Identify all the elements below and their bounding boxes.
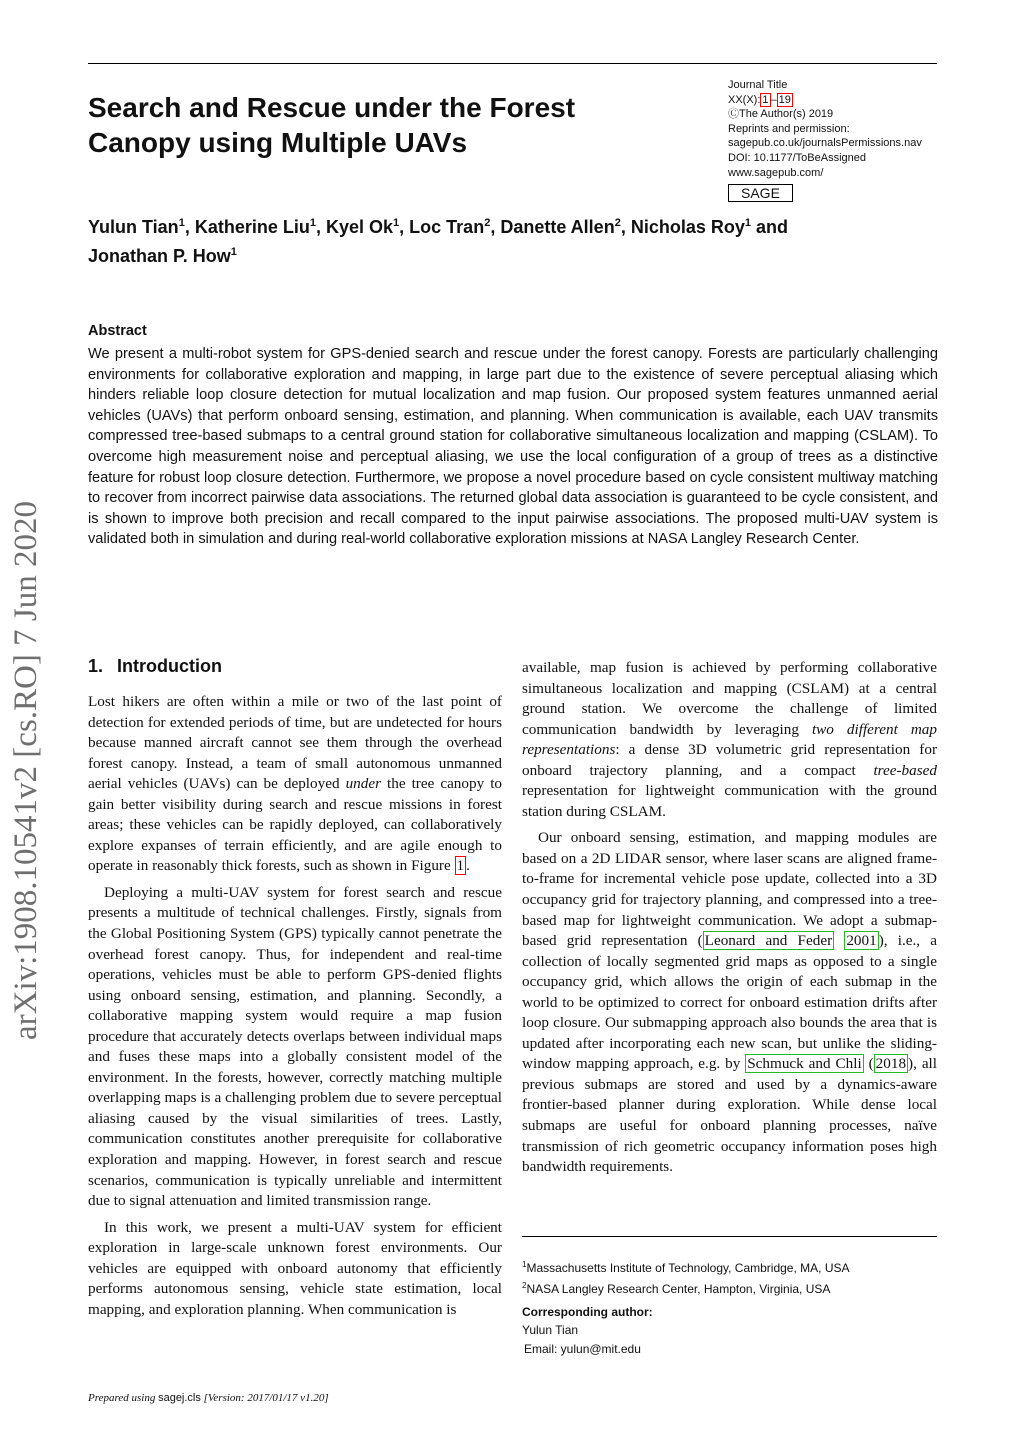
author-name: Nicholas Roy — [630, 217, 745, 237]
author-affiliation: 1 — [230, 246, 237, 258]
right-column — [522, 658, 937, 1184]
author-name: Jonathan P. How — [88, 246, 231, 266]
citation-link[interactable]: Schmuck and Chli — [747, 1055, 862, 1073]
page-separator: – — [770, 93, 777, 106]
journal-reprints: Reprints and permission: — [728, 122, 850, 135]
journal-website: www.sagepub.com/ — [728, 166, 824, 179]
publisher-logo: SAGE — [728, 184, 793, 202]
paragraph: Deploying a multi-UAV system for forest search and rescue presents a multitude of technical challenges. Firstly, signals from the Global Positioning System (GPS) typically cannot penetrate the overhead forest canopy. Thus, for independent and real-time operations, vehicles must be able to perform GPS-denied flights using onboard sensing, estimation, and planning. Secondly, a collaborative mapping system would require a map fusion procedure that accurately detects overlaps between individual maps and fuses these maps into a globally consistent model of the environment. In the forests, however, correctly matching multiple overlapping maps is a challenging problem due to severe perceptual aliasing caused by the visual similarities of trees. Lastly, communication constitutes another prerequisite for collaborative exploration and mapping. However, in forest search and rescue scenarios, communication is typically unreliable and intermittent due to signal attenuation and limited transmission range. — [88, 883, 502, 1210]
emphasis: two different map representations — [522, 720, 937, 759]
author-name: Yulun Tian — [88, 217, 179, 237]
author-list: Yulun Tian$^1$, Katherine Liu$^1$, Kyel Ok$^1$, Loc Tran$^2$, Danette Allen$^2$, Nicholas Roy$^1$ and Jonathan P. How$^1$ — [88, 217, 788, 266]
journal-copyright: ⒸThe Author(s) 2019 — [728, 108, 834, 121]
figure-reference-link[interactable]: 1 — [456, 857, 465, 875]
affiliation-line: $^1$Massachusetts Institute of Technology, Cambridge, MA, USA — [522, 1260, 850, 1275]
corresponding-author — [522, 1304, 937, 1359]
emphasis: tree-based — [873, 761, 937, 779]
affiliation-line: $^2$NASA Langley Research Center, Hampton, Virginia, USA — [522, 1281, 831, 1296]
citation-year-link[interactable]: 2001 — [846, 932, 877, 950]
corresponding-name: Yulun Tian — [522, 1322, 579, 1337]
author-name: Loc Tran — [409, 217, 485, 237]
header-rule — [88, 63, 937, 64]
journal-doi: DOI: 10.1177/ToBeAssigned — [728, 151, 866, 164]
class-file-name: sagej.cls — [158, 1392, 201, 1404]
journal-volume: XX(X): — [728, 93, 761, 106]
corresponding-heading: Corresponding author: — [522, 1305, 653, 1319]
arxiv-stamp: arXiv:1908.10541v2 [cs.RO] 7 Jun 2020 — [8, 501, 44, 1040]
page-last-link[interactable]: 19 — [778, 93, 791, 106]
author-affiliation: 2 — [614, 217, 621, 229]
journal-reprints-url: sagepub.co.uk/journalsPermissions.nav — [728, 137, 922, 150]
author-affiliation: 2 — [484, 217, 491, 229]
paragraph: Our onboard sensing, estimation, and mapping modules are based on a 2D LIDAR sensor, where laser scans are aligned frame-to-frame for incremental vehicle pose update, collected into a 3D occupancy grid for trajectory planning, and compressed into a tree-based map for lightweight communication. We adopt a submap-based grid representation ( Leonard and Feder 2001 ), i.e., a collection of locally segmented grid maps as opposed to a single occupancy grid, which allows the origin of each submap in the world to be optimized to correct for onboard estimation drifts after loop closure. Our submapping approach also bounds the area that is updated after incorporating each new scan, but unlike the sliding-window mapping approach, e.g. by Schmuck and Chli ( 2018 ), all previous submaps are stored and used by a dynamics-aware frontier-based planner during exploration. While dense local submaps are useful for onboard planning processes, naïve transmission of rich geometric occupancy information poses high bandwidth requirements. — [522, 829, 938, 1176]
author-affiliation: 1 — [744, 217, 751, 229]
journal-name: Journal Title — [728, 79, 788, 91]
paragraph: Lost hikers are often within a mile or two of the last point of detection for extended periods of time, but are undetected for hours because manned aircraft cannot see them through the overhead forest canopy. Instead, a team of small autonomous unmanned aerial vehicles (UAVs) can be deployed under the tree canopy to gain better visibility during search and rescue missions in forest areas; these vehicles can be rapidly deployed, can collaboratively explore expanses of terrain efficiently, and are agile enough to operate in reasonably thick forests, such as shown in Figure 1 . — [88, 693, 503, 875]
page-first-link[interactable]: 1 — [762, 93, 769, 106]
author-affiliation: 1 — [309, 217, 316, 229]
left-column — [88, 692, 502, 1326]
section-number: 1. — [88, 656, 104, 676]
citation-year-link[interactable]: 2018 — [875, 1055, 907, 1073]
corresponding-email: Email: yulun@mit.edu — [524, 1342, 641, 1356]
author-affiliation: 1 — [393, 217, 400, 229]
prepared-using-footer: Prepared using sagej.cls [Version: 2017/01/17 v1.20] — [88, 1392, 329, 1404]
journal-volume-pages — [728, 93, 948, 108]
author-name: Katherine Liu — [194, 217, 310, 237]
citation-link[interactable]: Leonard and Feder — [704, 932, 833, 950]
emphasis: under — [345, 775, 381, 793]
author-name: Danette Allen — [500, 217, 615, 237]
abstract-text: We present a multi-robot system for GPS-denied search and rescue under the forest canopy. Forests are particularly challenging environments for collaborative exploration and mapping, in large part due to the existence of severe perceptual aliasing which hinders reliable loop closure detection for mutual localization and map fusion. Our proposed system features unmanned aerial vehicles (UAVs) that perform onboard sensing, estimation, and planning. When communication is available, each UAV transmits compressed tree-based submaps to a central ground station for collaborative simultaneous localization and mapping (CSLAM). To overcome high measurement noise and perceptual aliasing, we use the local configuration of a group of trees as a distinctive feature for robust loop closure detection. Furthermore, we propose a novel procedure based on cycle consistent multiway matching to recover from incorrect pairwise data associations. The returned global data association is guaranteed to be cycle consistent, and is shown to improve both precision and recall compared to the input pairwise associations. The proposed multi-UAV system is validated both in simulation and during real-world collaborative exploration missions at NASA Langley Research Center. — [88, 346, 938, 548]
author-affiliation: 1 — [178, 217, 185, 229]
section-heading — [88, 656, 222, 677]
abstract — [88, 322, 938, 550]
abstract-heading: Abstract — [88, 323, 147, 339]
paragraph: available, map fusion is achieved by performing collaborative simultaneous localization and mapping (CSLAM) at a central ground station. We overcome the challenge of limited communication bandwidth by leveraging two different map representations: a dense 3D volumetric grid representation for onboard trajectory planning, and a compact tree-based representation for lightweight communication with the ground station during CSLAM. — [522, 659, 937, 820]
affiliations — [522, 1256, 937, 1298]
author-name: Kyel Ok — [325, 217, 394, 237]
footnote-rule — [522, 1236, 937, 1237]
section-title: Introduction — [117, 656, 222, 676]
paper-title: Search and Rescue under the Forest Canopy using Multiple UAVs — [88, 92, 576, 158]
journal-info — [728, 78, 948, 203]
paragraph: In this work, we present a multi-UAV system for efficient exploration in large-scale unknown forest environments. Our vehicles are equipped with onboard autonomy that efficiently performs autonomous sensing, vehicle state estimation, local mapping, and exploration planning. When communication is — [88, 1218, 502, 1318]
